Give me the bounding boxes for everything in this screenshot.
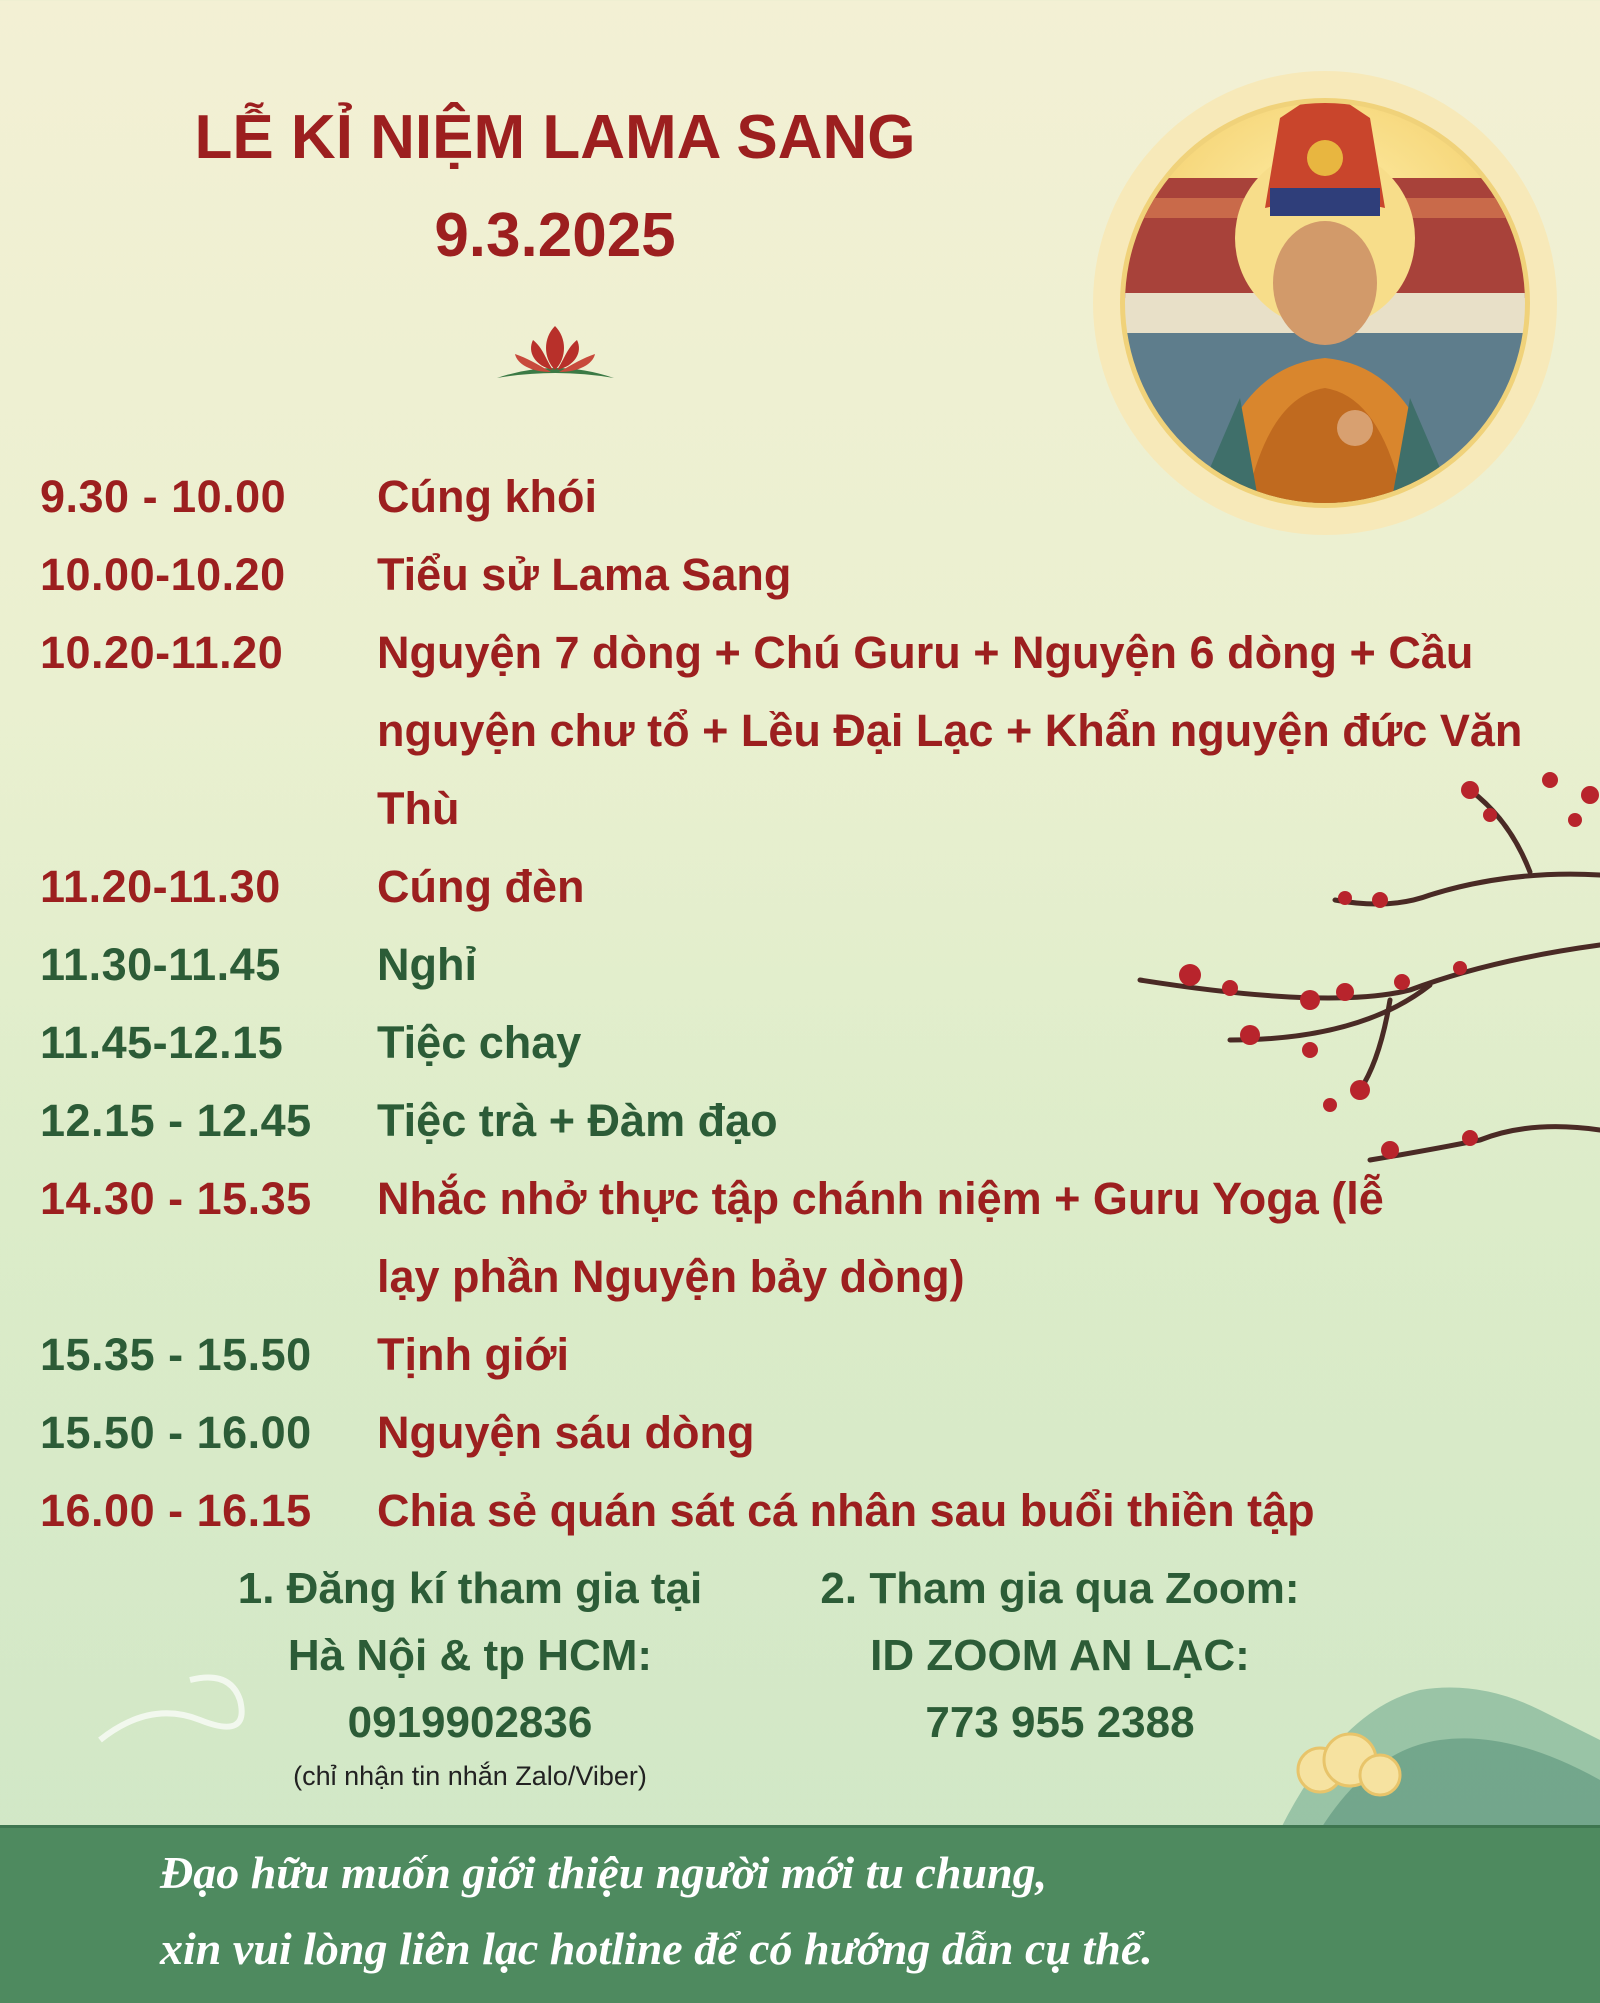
schedule-activity: Chia sẻ quán sát cá nhân sau buổi thiền tập [377,1485,1315,1536]
banner-line-2: xin vui lòng liên lạc hotline để có hướng dẫn cụ thể. [160,1923,1153,1974]
schedule-row [40,1316,1560,1394]
event-date: 9.3.2025 [434,201,676,270]
schedule-activity: Nghỉ [377,939,477,990]
registration-location: Hà Nội & tp HCM: [287,1631,653,1680]
schedule-activity: Cúng khói [377,471,597,522]
lotus-icon [493,318,618,388]
registration-info [190,1555,750,1796]
schedule-row [40,1472,1560,1550]
schedule-time: 9.30 - 10.00 [40,471,287,522]
schedule-time: 12.15 - 12.45 [40,1095,312,1146]
registration-heading: 1. Đăng kí tham gia tại [237,1564,703,1613]
schedule-time: 10.00-10.20 [40,549,286,600]
schedule-time: 11.20-11.30 [40,861,281,912]
event-title: LỄ KỈ NIỆM LAMA SANG [194,103,916,172]
schedule-time: 15.35 - 15.50 [40,1329,312,1380]
schedule-time: 11.45-12.15 [40,1017,284,1068]
schedule-activity: Tiệc chay [377,1017,582,1068]
schedule-time: 10.20-11.20 [40,627,284,678]
banner-line-1: Đạo hữu muốn giới thiệu người mới tu chung, [160,1847,1048,1898]
schedule-activity: Cúng đèn [377,861,585,912]
schedule-activity: Tịnh giới [377,1329,569,1380]
schedule-row [40,1394,1560,1472]
schedule-activity: Nguyện sáu dòng [377,1407,755,1458]
plum-blossom-branch [1130,760,1600,1200]
zoom-info [760,1555,1360,1756]
schedule-time: 16.00 - 16.15 [40,1485,312,1536]
footer-banner [0,1825,1600,2003]
zoom-id-label: ID ZOOM AN LẠC: [870,1631,1250,1680]
registration-note: (chỉ nhận tin nhắn Zalo/Viber) [293,1761,647,1791]
zoom-id: 773 955 2388 [925,1698,1195,1747]
schedule-activity: Tiệc trà + Đàm đạo [377,1095,778,1146]
schedule-time: 14.30 - 15.35 [40,1173,312,1224]
schedule-time: 15.50 - 16.00 [40,1407,312,1458]
zoom-heading: 2. Tham gia qua Zoom: [820,1564,1300,1613]
schedule-row [40,536,1560,614]
schedule-time: 11.30-11.45 [40,939,281,990]
schedule-row [40,458,1560,536]
schedule-activity: Nguyện 7 dòng + Chú Guru + Nguyện 6 dòng + Cầu nguyện chư tổ + Lều Đại Lạc + Khẩn nguyện đức Văn Thù [377,627,1523,834]
registration-phone: 0919902836 [347,1698,593,1747]
schedule-activity: Tiểu sử Lama Sang [377,549,792,600]
schedule-activity: Nhắc nhở thực tập chánh niệm + Guru Yoga (lễ lạy phần Nguyện bảy dòng) [377,1173,1384,1302]
